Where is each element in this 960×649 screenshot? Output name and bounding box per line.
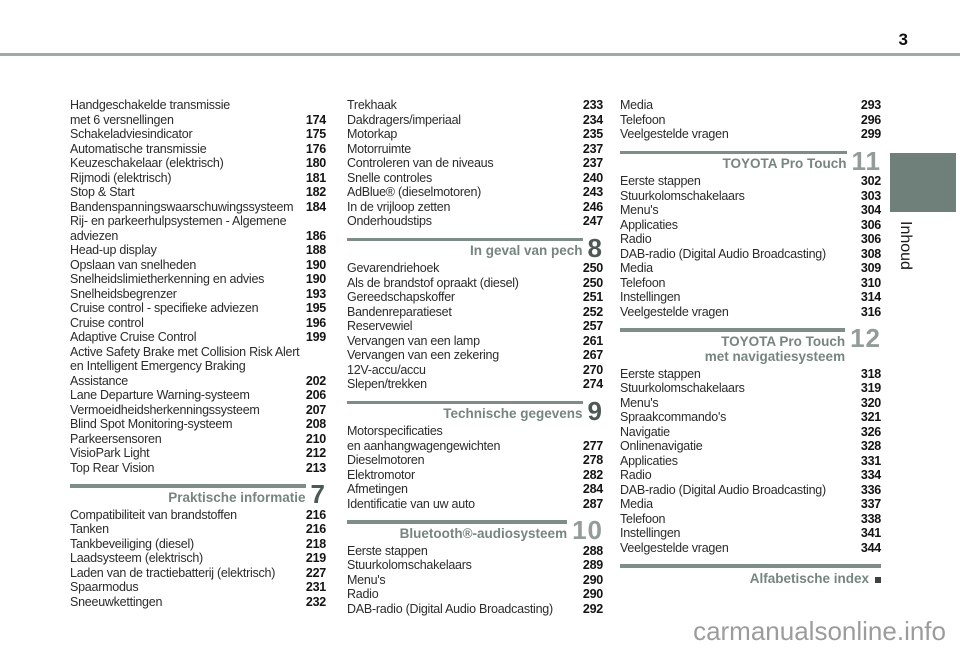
entry-page: 257: [582, 319, 603, 333]
toc-entry: [70, 214, 326, 243]
entry-title: Navigatie: [620, 424, 670, 439]
entry-title: Stuurkolomschakelaars: [620, 188, 745, 203]
entry-title: Stuurkolomschakelaars: [347, 558, 472, 572]
entry-page: 282: [582, 467, 603, 482]
entry-page: 318: [860, 366, 881, 381]
entry-page: 288: [582, 543, 603, 558]
entry-title: Telefoon: [620, 275, 666, 290]
toc-entry: [620, 367, 881, 382]
toc-entry: [70, 432, 326, 447]
entry-page: 331: [860, 453, 881, 468]
section-rule: [347, 401, 583, 405]
entry-title: Veelgestelde vragen: [620, 304, 729, 319]
entry-page: 299: [860, 127, 881, 141]
section-rule: [347, 238, 583, 242]
entry-title: DAB-radio (Digital Audio Broadcasting): [620, 482, 826, 497]
entry-page: 207: [305, 402, 326, 417]
toc-entry: [347, 424, 603, 453]
entry-title: Dieselmotoren: [347, 453, 425, 467]
entry-page: 227: [305, 565, 326, 580]
entry-title: 12V-accu/accu: [347, 362, 426, 377]
entry-page: 180: [305, 156, 326, 170]
toc-entry: [70, 595, 326, 610]
section-block: [620, 323, 881, 555]
entry-title: Radio: [620, 232, 652, 246]
toc-entry: [347, 334, 603, 349]
toc-entry: [620, 203, 881, 218]
entry-page: 292: [582, 601, 603, 616]
toc-entry: [70, 446, 326, 461]
entry-page: 321: [860, 410, 881, 424]
entry-page: 267: [582, 348, 603, 362]
entry-page: 188: [305, 243, 326, 257]
toc-entry: [347, 98, 603, 113]
entry-title: Telefoon: [620, 112, 666, 127]
entry-page: 202: [305, 373, 326, 388]
toc-entry: [620, 98, 881, 113]
toc-entry: [70, 330, 326, 345]
toc-entry: [347, 305, 603, 320]
section-rule: [620, 564, 881, 568]
entry-title: Media: [620, 497, 653, 511]
toc-entry: [620, 381, 881, 396]
toc-entry: [620, 247, 881, 262]
entry-title: Top Rear Vision: [70, 460, 155, 475]
index-label: [620, 571, 881, 586]
entry-page: 252: [582, 304, 603, 319]
toc-entry: [347, 348, 603, 363]
toc-entry: [620, 425, 881, 440]
toc-entry: [70, 566, 326, 581]
entry-title: Laden van de tractiebatterij (elektrisch): [70, 565, 276, 580]
toc-entry: [620, 526, 881, 541]
chapter-number: 7: [310, 479, 326, 509]
toc-entry: [70, 345, 326, 389]
toc-entry: [70, 156, 326, 171]
toc-entry: [70, 200, 326, 215]
entry-title: Afmetingen: [347, 482, 408, 496]
toc-entry: [70, 243, 326, 258]
toc-entry: [620, 218, 881, 233]
toc-entry: [620, 439, 881, 454]
toc-entry: [70, 580, 326, 595]
entry-page: 243: [582, 185, 603, 199]
entry-title: Cruise control: [70, 315, 144, 330]
entry-title: DAB-radio (Digital Audio Broadcasting): [620, 246, 826, 261]
toc-entry: [347, 363, 603, 378]
toc-entry: [70, 185, 326, 200]
entry-page: 195: [305, 301, 326, 315]
chapter-tab-marker: [890, 153, 956, 212]
entry-page: 304: [860, 203, 881, 217]
toc-entry: [620, 232, 881, 247]
entry-page: 235: [582, 127, 603, 141]
toc-entry: [70, 272, 326, 287]
entry-title: Applicaties: [620, 453, 678, 468]
toc-entry: [620, 396, 881, 411]
section-block: [620, 145, 881, 320]
toc-entry: [70, 461, 326, 476]
entry-page: 219: [305, 551, 326, 565]
section-block: [347, 395, 603, 512]
entry-page: 237: [582, 156, 603, 170]
entry-page: 278: [582, 453, 603, 467]
entry-title: In de vrijloop zetten: [347, 199, 451, 214]
entry-title: Identificatie van uw auto: [347, 496, 475, 511]
toc-entry: [347, 214, 603, 229]
toc-entry: [70, 142, 326, 157]
entry-title: Motorspecificaties en aanhangwagengewichten: [347, 424, 501, 453]
entry-page: 341: [860, 526, 881, 540]
entry-title: Adaptive Cruise Control: [70, 330, 197, 344]
entry-page: 293: [860, 98, 881, 112]
section-header: [347, 515, 603, 545]
toc-entry: [70, 98, 326, 127]
toc-entry: [70, 551, 326, 566]
toc-entry: [620, 305, 881, 320]
toc-entry: [70, 316, 326, 331]
section-rule: [70, 484, 306, 488]
entry-title: Sneeuwkettingen: [70, 594, 163, 609]
entry-title: Snelle controles: [347, 170, 432, 185]
section-label: Bluetooth®-audiosysteem: [399, 525, 568, 541]
entry-page: 175: [305, 127, 326, 141]
toc-entry: [70, 508, 326, 523]
entry-title: Head-up display: [70, 243, 157, 257]
entry-page: 296: [860, 112, 881, 127]
entry-page: 314: [860, 290, 881, 304]
entry-title: Eerste stappen: [620, 366, 701, 381]
entry-page: 309: [860, 261, 881, 275]
entry-page: 316: [860, 304, 881, 319]
entry-title: Parkeersensoren: [70, 431, 162, 446]
toc-entry: [347, 319, 603, 334]
entry-page: 344: [860, 540, 881, 555]
entry-title: Als de brandstof opraakt (diesel): [347, 275, 519, 290]
toc-entry: [347, 468, 603, 483]
entry-page: 190: [305, 257, 326, 272]
entry-page: 181: [305, 170, 326, 185]
toc-entry: [347, 185, 603, 200]
entry-title: Veelgestelde vragen: [620, 540, 729, 555]
entry-title: Vervangen van een lamp: [347, 333, 480, 348]
entry-page: 199: [305, 330, 326, 344]
toc-entry: [620, 127, 881, 142]
toc-entry: [347, 127, 603, 142]
entry-title: Lane Departure Warning-systeem: [70, 388, 250, 402]
entry-title: Trekhaak: [347, 98, 397, 112]
entry-title: Handgeschakelde transmissie met 6 versnellingen: [70, 98, 231, 127]
section-block: [347, 515, 603, 616]
entry-title: Vervangen van een zekering: [347, 348, 499, 362]
toc-entry: [70, 537, 326, 552]
header-rule: [0, 53, 960, 56]
entry-page: 337: [860, 497, 881, 511]
entry-title: Cruise control - specifieke adviezen: [70, 301, 259, 315]
entry-page: 196: [305, 315, 326, 330]
entry-title: Radio: [347, 587, 379, 601]
entry-page: 213: [305, 460, 326, 475]
toc-entry: [347, 171, 603, 186]
section-header: [620, 323, 881, 364]
section-block: [70, 479, 326, 609]
entry-page: 306: [860, 232, 881, 246]
entry-page: 176: [305, 141, 326, 156]
entry-title: Blind Spot Monitoring-systeem: [70, 417, 233, 431]
entry-page: 336: [860, 482, 881, 497]
entry-page: 240: [582, 170, 603, 185]
toc-entry: [347, 482, 603, 497]
toc-entry: [347, 573, 603, 588]
entry-title: Tankbeveiliging (diesel): [70, 536, 194, 551]
entry-page: 287: [582, 496, 603, 511]
section-label: Technische gegevens: [443, 406, 583, 421]
entry-page: 250: [582, 275, 603, 290]
toc-entry: [620, 174, 881, 189]
entry-page: 206: [305, 388, 326, 402]
entry-page: 320: [860, 395, 881, 410]
entry-title: Stop & Start: [70, 185, 135, 199]
entry-title: Applicaties: [620, 217, 678, 232]
toc-entry: [620, 261, 881, 276]
entry-page: 216: [305, 507, 326, 522]
section-label: TOYOTA Pro Touch met navigatiesysteem: [704, 333, 846, 364]
toc-entry: [347, 261, 603, 276]
toc-entry: [620, 290, 881, 305]
page-number: 3: [898, 30, 908, 49]
entry-title: Opslaan van snelheden: [70, 257, 197, 272]
chapter-number: 8: [587, 232, 603, 263]
entry-title: Stuurkolomschakelaars: [620, 381, 745, 395]
entry-page: 218: [305, 536, 326, 551]
toc-entry: [620, 497, 881, 512]
toc-entry: [347, 453, 603, 468]
entry-title: Schakeladviesindicator: [70, 127, 193, 141]
toc-entry: [347, 497, 603, 512]
entry-page: 250: [582, 261, 603, 275]
entry-page: 208: [305, 417, 326, 431]
toc-entry: [347, 290, 603, 305]
toc-entry: [347, 544, 603, 559]
entry-title: Active Safety Brake met Collision Risk Alert en Intelligent Emergency Braking Assistance: [70, 344, 300, 388]
entry-page: 308: [860, 246, 881, 261]
entry-title: Menu's: [347, 572, 386, 587]
entry-title: Bandenspanningswaarschuwingssysteem: [70, 199, 294, 214]
section-label: Praktische informatie: [168, 489, 306, 505]
toc-entry: [70, 301, 326, 316]
entry-title: VisioPark Light: [70, 446, 150, 460]
entry-page: 261: [582, 333, 603, 348]
section-header: [620, 145, 881, 176]
entry-title: AdBlue® (dieselmotoren): [347, 185, 482, 199]
entry-title: Snelheidslimietherkenning en advies: [70, 272, 265, 286]
entry-title: Motorruimte: [347, 141, 411, 156]
toc-column-1: [70, 98, 326, 609]
index-label-text: Alfabetische index: [749, 570, 869, 586]
toc-column-3: [620, 98, 881, 586]
entry-page: 247: [582, 214, 603, 228]
section-header: [347, 232, 603, 263]
entry-title: Eerste stappen: [347, 543, 428, 558]
section-label: TOYOTA Pro Touch: [722, 156, 847, 171]
entry-page: 328: [860, 439, 881, 453]
chapter-number: 10: [572, 515, 603, 545]
entry-page: 310: [860, 275, 881, 290]
toc-entry: [620, 468, 881, 483]
chapter-tab-label: Inhoud: [897, 221, 914, 270]
section-rule: [347, 520, 567, 524]
entry-page: 306: [860, 217, 881, 232]
entry-page: 290: [582, 572, 603, 587]
entry-page: 190: [305, 272, 326, 286]
chapter-number: 9: [587, 395, 603, 426]
entry-page: 237: [582, 141, 603, 156]
entry-page: 231: [305, 580, 326, 594]
toc-entry: [70, 522, 326, 537]
index-divider: [620, 564, 881, 586]
entry-page: 233: [582, 98, 603, 112]
entry-title: Gereedschapskoffer: [347, 290, 455, 304]
entry-title: Telefoon: [620, 511, 666, 526]
entry-title: Spaarmodus: [70, 580, 139, 594]
entry-page: 210: [305, 431, 326, 446]
entry-title: Eerste stappen: [620, 174, 701, 188]
entry-title: Instellingen: [620, 290, 681, 304]
entry-title: Rij- en parkeerhulpsystemen - Algemene adviezen: [70, 214, 287, 243]
toc-entry: [347, 156, 603, 171]
toc-entry: [347, 377, 603, 392]
section-rule: [620, 151, 847, 155]
entry-page: 277: [582, 438, 603, 453]
entry-page: 284: [582, 482, 603, 496]
entry-page: 270: [582, 362, 603, 377]
entry-page: 326: [860, 424, 881, 439]
entry-page: 232: [305, 594, 326, 609]
toc-entry: [347, 142, 603, 157]
entry-page: 302: [860, 174, 881, 188]
entry-title: Menu's: [620, 395, 659, 410]
section-header: [347, 395, 603, 426]
toc-entry: [620, 512, 881, 527]
toc-entry: [347, 587, 603, 602]
entry-title: Dakdragers/imperiaal: [347, 112, 461, 127]
entry-page: 338: [860, 511, 881, 526]
entry-title: Rijmodi (elektrisch): [70, 170, 172, 185]
entry-page: 274: [582, 377, 603, 391]
entry-title: DAB-radio (Digital Audio Broadcasting): [347, 601, 553, 616]
toc-entry: [620, 113, 881, 128]
entry-title: Media: [620, 98, 653, 112]
entry-page: 234: [582, 112, 603, 127]
entry-title: Instellingen: [620, 526, 681, 540]
entry-title: Spraakcommando's: [620, 410, 727, 424]
entry-page: 186: [305, 228, 326, 243]
toc-entry: [70, 258, 326, 273]
entry-title: Compatibiliteit van brandstoffen: [70, 507, 237, 522]
section-block: [347, 232, 603, 392]
entry-title: Media: [620, 261, 653, 275]
entry-page: 290: [582, 587, 603, 601]
toc-entry: [620, 541, 881, 556]
watermark-text: carmanualsonline.info: [693, 616, 946, 646]
entry-page: 184: [305, 199, 326, 214]
entry-page: 212: [305, 446, 326, 460]
toc-entry: [70, 127, 326, 142]
section-header: [70, 479, 326, 509]
entry-page: 251: [582, 290, 603, 304]
chapter-number: 12: [850, 323, 881, 353]
toc-entry: [347, 200, 603, 215]
toc-entry: [347, 558, 603, 573]
entry-page: 303: [860, 188, 881, 203]
entry-page: 193: [305, 286, 326, 301]
section-label: In geval van pech: [469, 243, 583, 258]
entry-title: Veelgestelde vragen: [620, 127, 729, 141]
entry-page: 216: [305, 522, 326, 536]
entry-title: Reservewiel: [347, 319, 413, 333]
entry-title: Tanken: [70, 522, 109, 536]
section-rule: [620, 328, 845, 332]
entry-page: 334: [860, 468, 881, 482]
toc-entry: [70, 417, 326, 432]
toc-entry: [620, 483, 881, 498]
entry-title: Keuzeschakelaar (elektrisch): [70, 156, 224, 170]
toc-entry: [620, 454, 881, 469]
entry-title: Vermoeidheidsherkenningssysteem: [70, 402, 260, 417]
toc-entry: [620, 410, 881, 425]
entry-title: Onlinenavigatie: [620, 439, 703, 453]
entry-title: Elektromotor: [347, 467, 415, 482]
toc-entry: [347, 602, 603, 617]
entry-title: Onderhoudstips: [347, 214, 432, 228]
toc-column-2: [347, 98, 603, 616]
bullet-square-icon: [875, 577, 881, 583]
toc-entry: [620, 276, 881, 291]
entry-page: 289: [582, 558, 603, 572]
toc-entry: [70, 388, 326, 403]
entry-title: Automatische transmissie: [70, 141, 207, 156]
chapter-number: 11: [851, 145, 881, 176]
entry-page: 182: [305, 185, 326, 199]
entry-title: Laadsysteem (elektrisch): [70, 551, 203, 565]
toc-entry: [620, 189, 881, 204]
entry-title: Controleren van de niveaus: [347, 156, 494, 170]
entry-page: 319: [860, 381, 881, 395]
entry-title: Gevarendriehoek: [347, 261, 440, 275]
toc-entry: [347, 276, 603, 291]
entry-page: 174: [305, 112, 326, 127]
toc-entry: [347, 113, 603, 128]
entry-title: Menu's: [620, 203, 659, 217]
toc-entry: [70, 171, 326, 186]
entry-title: Radio: [620, 468, 652, 482]
entry-title: Bandenreparatieset: [347, 304, 452, 319]
toc-entry: [70, 287, 326, 302]
entry-title: Snelheidsbegrenzer: [70, 286, 177, 301]
entry-page: 246: [582, 199, 603, 214]
entry-title: Motorkap: [347, 127, 398, 141]
entry-title: Slepen/trekken: [347, 377, 427, 391]
toc-entry: [70, 403, 326, 418]
